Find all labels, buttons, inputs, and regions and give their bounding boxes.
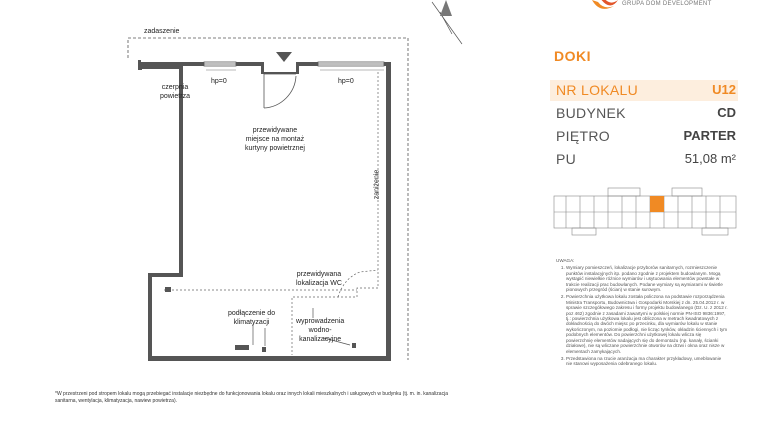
air-curtain-label: przewidywane miejsce na montaż kurtyny powietrznej xyxy=(245,127,305,152)
entry-door xyxy=(264,74,296,108)
ceiling-lowering-label: zaniżenie xyxy=(373,169,381,200)
canopy-label: zadaszenie xyxy=(144,28,180,35)
wc-location-label: przewidywana lokalizacja WC xyxy=(296,271,342,287)
floor-value: PARTER xyxy=(683,128,736,143)
air-intake-label: czerpnia powietrza xyxy=(160,84,190,100)
unit-number-row xyxy=(550,80,738,101)
air-curtain-marker xyxy=(276,52,292,62)
area-row xyxy=(550,149,738,170)
hp-label-left: hp=0 xyxy=(211,78,227,85)
compass-icon xyxy=(432,0,462,44)
area-label: PU xyxy=(556,151,577,167)
area-value: 51,08 m² xyxy=(684,151,736,166)
floor-row xyxy=(550,126,738,147)
floor-label: PIĘTRO xyxy=(556,128,610,144)
notes-heading: UWAGA: xyxy=(556,258,575,263)
key-plan-thumbnail xyxy=(552,186,738,238)
brand-name: GRUPA DOM DEVELOPMENT xyxy=(622,1,712,7)
building-row xyxy=(550,103,738,124)
water-sewer-label: wyprowadzenia wodno- kanalizacyjne xyxy=(296,318,345,343)
key-plan-highlight xyxy=(650,196,664,212)
unit-number-value: U12 xyxy=(712,82,736,97)
unit-number-label: NR LOKALU xyxy=(556,82,639,98)
note-item: 2. Powierzchnia użytkowa lokalu została policzona na podstawie rozporządzenia Ministra Transportu, Budownictwa i Gospodarki Morskiej z dn. 25.04.2012 r. w sprawie szczegółowego zakresu i formy projektu budowlanego (Dz. U. z 2012 r. poz 462) zgodnie z zasadami zawartymi w polskiej normie PN-ISO 9836:1997, tj.: powierzchnia użytkowa lokalu jest obliczona w metrach kwadratowych z dokładnością do dwóch miejsc po przecinku, dla wymiarów lokalu w stanie wykończonym, na poziomie podłogi, nie licząc tynków, okładzin ściennych i tym podobnych elementów. Do powierzchni użytkowej lokalu wlicza się powierzchnię elementów nadających się do demontażu (np. kanały, ścianki działowe), nie są wliczane powierzchnie otworów na drzwi i okna oraz nisze w elementach zamykających. xyxy=(566,294,728,353)
windows xyxy=(204,62,384,66)
notes-block xyxy=(556,258,728,369)
building-label: BUDYNEK xyxy=(556,105,626,121)
note-item: 1. Wymiary pomieszczeń, lokalizacje przyborów sanitarnych, rozmieszczenie punktów instalacyjnych itp. podano zgodnie z projektem budowlanym. Mogą wystąpić niewielkie różnice wymiarów i usytuowania elementów powstałe w trakcie realizacji prac budowlanych. Podane wymiary są wymiarami w świetle pionowych przegród (ścian) w stanie surowym. xyxy=(566,265,728,292)
footnote: *W przestrzeni pod stropem lokalu mogą przebiegać instalacje niezbędne do funkcjonowania lokalu oraz innych lokali mieszkalnych i usługowych w budynku (tj. m. in. kanalizacja sanitarna, wentylacja, klimatyzacja, nawiew powietrza). xyxy=(55,391,448,404)
project-title: DOKI xyxy=(554,48,591,64)
brand-logo-icon xyxy=(590,0,620,16)
note-item: 3. Przedstawiona na rzucie aranżacja ma charakter przykładowy, umeblowanie nie stanowi wyposażenia odebranego lokalu. xyxy=(566,356,728,367)
building-value: CD xyxy=(717,105,736,120)
ac-connection-label: podłączenie do klimatyzacji xyxy=(228,310,276,326)
hp-label-right: hp=0 xyxy=(338,78,354,85)
